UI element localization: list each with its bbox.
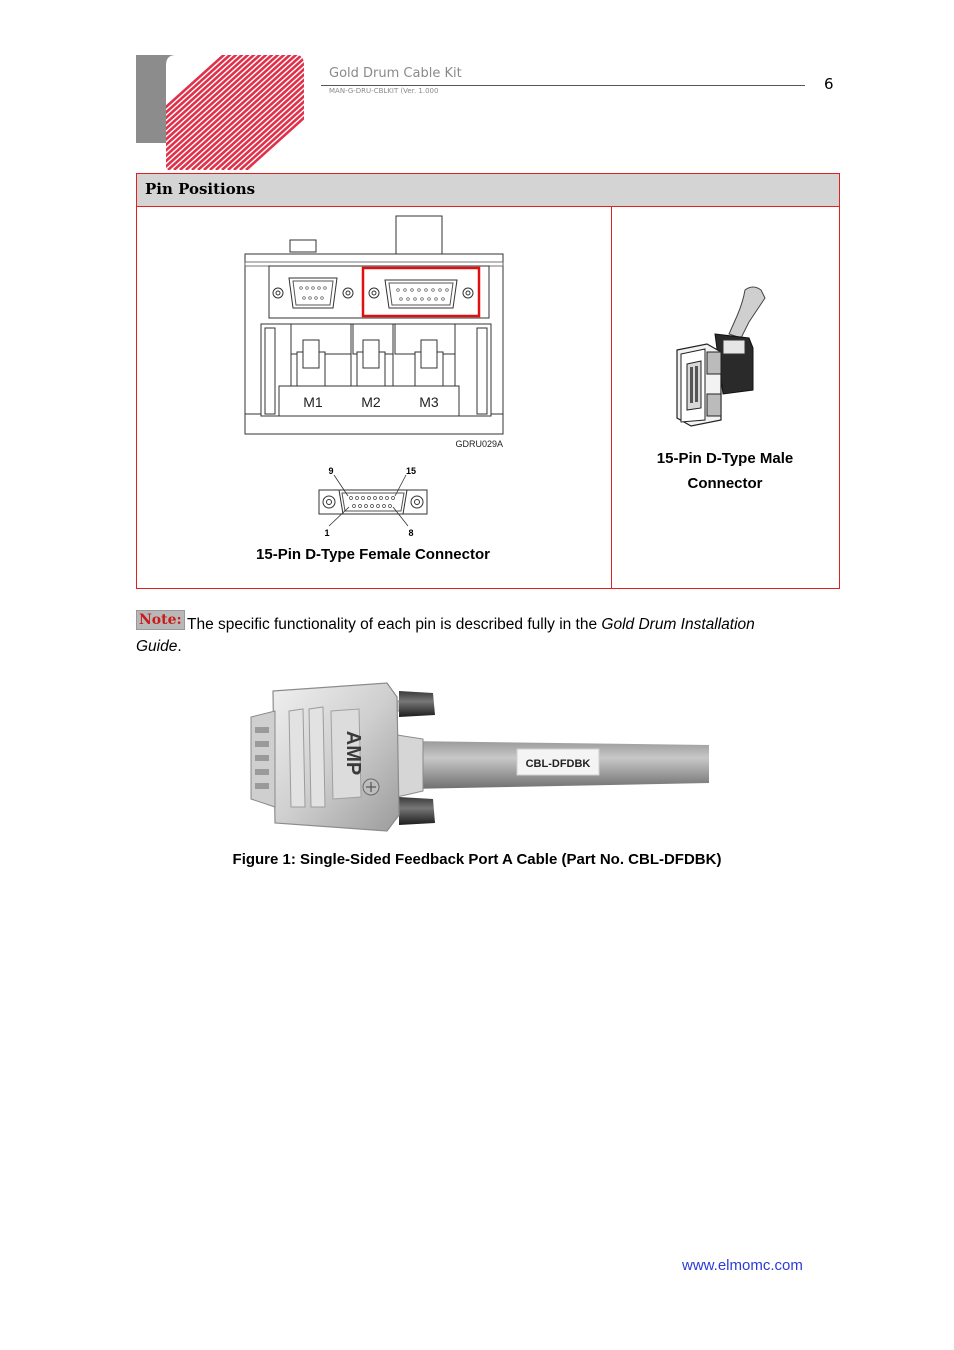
pin-label-8: 8 <box>408 528 414 538</box>
figure-code: GDRU029A <box>455 439 503 449</box>
terminal-label-m2: M2 <box>361 394 381 410</box>
table-header-label: Pin Positions <box>145 180 256 198</box>
footer-website-link[interactable]: www.elmomc.com <box>682 1257 803 1274</box>
female-connector-caption: 15-Pin D-Type Female Connector <box>256 546 490 563</box>
note-period: . <box>177 638 182 655</box>
page-number: 6 <box>824 75 834 93</box>
male-connector-caption: 15-Pin D-Type Male Connector <box>656 450 794 492</box>
cable-label: CBL-DFDBK <box>525 758 591 770</box>
drive-connector-diagram <box>241 214 511 452</box>
note-reference-title: Gold Drum Installation <box>601 616 755 633</box>
pin-positions-table <box>136 173 840 589</box>
column-divider <box>611 207 612 588</box>
note-text-continued <box>136 638 182 656</box>
table-header <box>137 174 839 207</box>
document-reference: MAN-G-DRU-CBLKIT (Ver. 1.000 <box>329 87 439 95</box>
male-connector-drawing <box>667 282 777 432</box>
document-title: Gold Drum Cable Kit <box>329 66 462 81</box>
cable-photo <box>247 671 709 839</box>
pin-label-15: 15 <box>405 466 417 476</box>
pin-label-1: 1 <box>324 528 330 538</box>
amp-brand-mark: AMP <box>342 730 364 776</box>
note-label: Note: <box>136 610 185 630</box>
terminal-label-m1: M1 <box>303 394 323 410</box>
terminal-label-m3: M3 <box>419 394 439 410</box>
note-text-plain: The specific functionality of each pin is described fully in the <box>187 616 602 633</box>
company-logo <box>136 55 304 170</box>
female-pinout-diagram <box>313 464 433 538</box>
note-text <box>187 612 827 638</box>
header-rule <box>321 85 805 86</box>
note-reference-title-end: Guide <box>136 638 178 655</box>
figure-caption: Figure 1: Single-Sided Feedback Port A Cable (Part No. CBL-DFDBK) <box>232 851 722 868</box>
pin-label-9: 9 <box>328 466 334 476</box>
